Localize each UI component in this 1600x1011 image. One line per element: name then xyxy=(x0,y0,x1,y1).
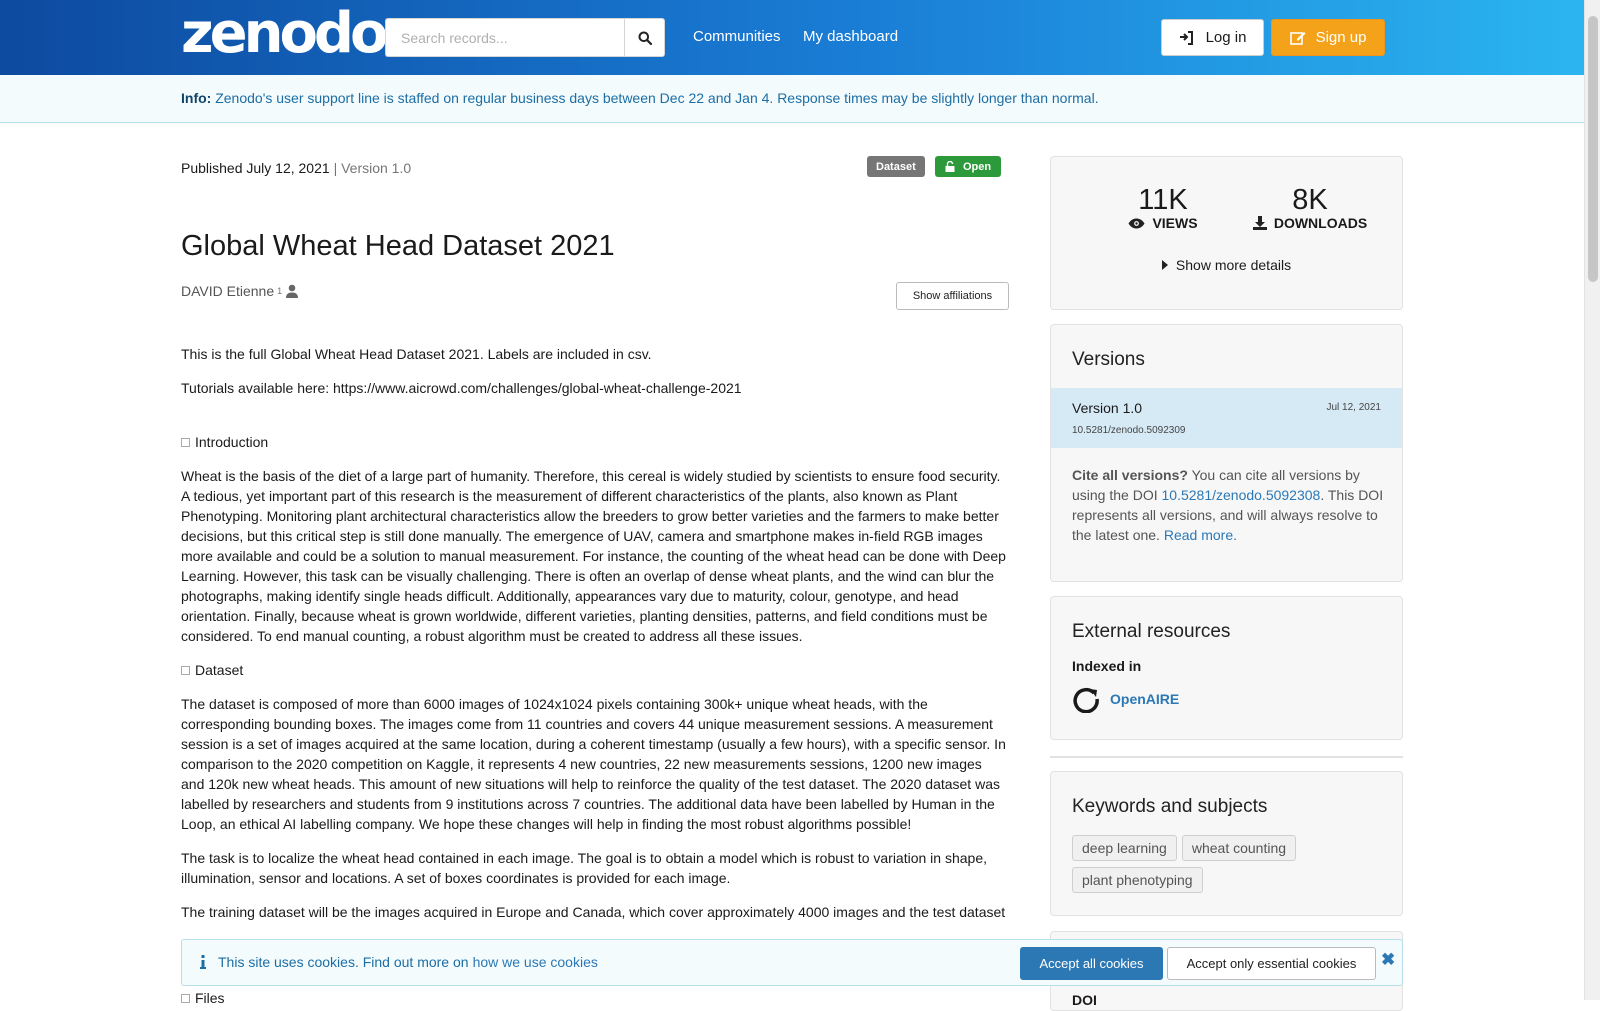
dataset-heading xyxy=(181,660,1009,680)
eye-icon xyxy=(1128,218,1145,229)
show-more-details[interactable] xyxy=(1051,257,1402,273)
info-text: Zenodo's user support line is staffed on regular business days between Dec 22 and Jan 4. Response times may be slightly longer than normal. xyxy=(215,90,1099,106)
sign-in-icon xyxy=(1179,31,1194,45)
concept-doi-link[interactable]: 10.5281/zenodo.5092308 xyxy=(1161,487,1321,503)
access-label: Open xyxy=(963,160,992,173)
caret-right-icon xyxy=(1162,260,1168,270)
search-icon xyxy=(638,31,652,45)
accept-essential-cookies-button[interactable]: Accept only essential cookies xyxy=(1167,947,1376,980)
cookie-policy-link[interactable]: how we use cookies xyxy=(472,954,598,970)
download-icon xyxy=(1253,216,1267,230)
creator[interactable] xyxy=(181,283,299,299)
views-count: 11K xyxy=(1138,184,1188,216)
stats-panel xyxy=(1050,156,1403,310)
close-icon[interactable]: ✖ xyxy=(1381,950,1396,969)
info-message xyxy=(181,90,1099,106)
task-text: The task is to localize the wheat head contained in each image. The goal is to obtain a model which is robust to variation in shape, illumination, sensor and locations. A set of boxes coordinates is provided for each image. xyxy=(181,850,987,886)
cite-all-versions xyxy=(1072,465,1384,545)
search-input[interactable] xyxy=(385,18,624,57)
cite-question: Cite all versions? xyxy=(1072,467,1188,483)
page-scrollbar[interactable] xyxy=(1584,0,1600,1000)
cite-intro: You can cite all versions by using the DOI xyxy=(1072,467,1360,503)
scrollbar-thumb[interactable] xyxy=(1588,16,1598,282)
resource-type-badge: Dataset xyxy=(867,156,925,177)
record-description xyxy=(181,344,1009,936)
version-item[interactable] xyxy=(1051,388,1402,448)
search-bar xyxy=(385,18,665,57)
openaire-label[interactable]: OpenAIRE xyxy=(1110,691,1180,707)
keyword-tag[interactable]: wheat counting xyxy=(1182,835,1296,861)
section-marker-icon xyxy=(181,666,190,675)
versions-panel xyxy=(1050,324,1403,582)
views-label-row xyxy=(1113,215,1213,231)
keywords-title: Keywords and subjects xyxy=(1072,796,1268,817)
search-button[interactable] xyxy=(624,18,665,57)
login-button[interactable] xyxy=(1161,19,1264,56)
cookie-banner xyxy=(181,939,1403,986)
downloads-label: DOWNLOADS xyxy=(1273,215,1368,231)
top-header xyxy=(0,0,1584,75)
doi-label: DOI xyxy=(1072,992,1097,1008)
unlock-icon xyxy=(945,161,955,172)
info-icon xyxy=(200,955,206,969)
record-title: Global Wheat Head Dataset 2021 xyxy=(181,230,615,262)
dataset-heading-label: Dataset xyxy=(195,662,244,678)
version-doi: 10.5281/zenodo.5092309 xyxy=(1072,425,1186,436)
creator-affiliation-ref: 1 xyxy=(277,286,283,296)
edit-icon xyxy=(1290,30,1306,45)
introduction-text: Wheat is the basis of the diet of a large part of humanity. Therefore, this cereal is widely studied by scientists to ensure food security. A tedious, yet important part of this research is the measurement of different characteristics of the plants, also known as Plant Phenotyping. Monitoring plant architectural characteristics allow the breeders to grow better varieties and the farmers to make better decisions, but this critical step is still done manually. The emergence of UAV, camera and smartphone makes in-field RGB images more available and could be a solution to manual measurement. For instance, the counting of the wheat head can be done with Deep Learning. However, this task can be visually challenging. There is often an overlap of dense wheat plants, and the wind can blur the photographs, making identify single heads difficult. Additionally, appearances vary due to maturity, colour, genotype, and head orientation. Finally, because wheat is grown worldwide, different varieties, planting densities, patterns, and field conditions must be considered. To end manual counting, a robust algorithm must be created to address all these issues. xyxy=(181,468,1006,644)
views-label: VIEWS xyxy=(1152,215,1198,231)
nav-communities[interactable]: Communities xyxy=(693,28,781,45)
show-affiliations-button[interactable]: Show affiliations xyxy=(896,282,1009,310)
indexed-in-label: Indexed in xyxy=(1072,658,1142,674)
introduction-heading xyxy=(181,432,1009,452)
access-badge xyxy=(935,156,1001,177)
training-text: The training dataset will be the images acquired in Europe and Canada, which cover approximately 4000 images and the test dataset xyxy=(181,904,1006,920)
tutorial-paragraph: Tutorials available here: https://www.aicrowd.com/challenges/global-wheat-challenge-2021 xyxy=(181,380,742,396)
external-resources-panel xyxy=(1050,596,1403,740)
versions-title: Versions xyxy=(1072,349,1145,370)
keyword-tag[interactable]: deep learning xyxy=(1072,835,1177,861)
info-banner xyxy=(0,75,1584,123)
section-marker-icon xyxy=(181,438,190,447)
signup-label: Sign up xyxy=(1315,29,1367,46)
openaire-link[interactable] xyxy=(1072,685,1179,713)
signup-button[interactable] xyxy=(1271,19,1385,56)
login-label: Log in xyxy=(1205,29,1247,46)
version-date: Jul 12, 2021 xyxy=(1326,402,1381,413)
info-label: Info: xyxy=(181,90,212,106)
zenodo-logo[interactable]: zenodo xyxy=(181,1,385,66)
creator-name[interactable]: DAVID Etienne xyxy=(181,283,275,299)
external-resources-title: External resources xyxy=(1072,621,1231,642)
downloads-label-row xyxy=(1247,215,1373,231)
files-heading xyxy=(181,990,225,1006)
version-name[interactable]: Version 1.0 xyxy=(1072,400,1143,416)
files-heading-label: Files xyxy=(195,990,225,1006)
cite-explanation: . This DOI represents all versions, and will always resolve to the latest one. xyxy=(1072,487,1384,543)
keyword-tag[interactable]: plant phenotyping xyxy=(1072,867,1203,893)
downloads-count: 8K xyxy=(1292,184,1328,216)
description-paragraph: This is the full Global Wheat Head Dataset 2021. Labels are included in csv. xyxy=(181,346,652,362)
cookie-text: This site uses cookies. Find out more on xyxy=(218,954,469,970)
user-icon xyxy=(285,284,299,298)
read-more-link[interactable]: Read more. xyxy=(1163,527,1237,543)
nav-my-dashboard[interactable]: My dashboard xyxy=(803,28,899,45)
views-stat xyxy=(1113,185,1213,231)
sidebar-divider xyxy=(1050,756,1403,758)
dataset-text: The dataset is composed of more than 6000 images of 1024x1024 pixels containing 300k+ unique wheat heads, with the corresponding bounding boxes. The images come from 11 countries and covers 44 unique measurement sessions. A measurement session is a set of images acquired at the same location, during a coherent timestamp (usually a few hours), with a specific sensor. In comparison to the 2020 competition on Kaggle, it represents 4 new countries, 22 new measurements sessions, 1200 new images and 120k new wheat heads. This amount of new situations will help to reinforce the quality of the test dataset. The 2020 dataset was labelled by researchers and students from 9 institutions across 7 countries. The additional data have been labelled by Human in the Loop, an ethical AI labelling company. We hope these changes will help in finding the most robust algorithms possible! xyxy=(181,696,1006,832)
accept-all-cookies-button[interactable]: Accept all cookies xyxy=(1020,947,1163,980)
introduction-heading-label: Introduction xyxy=(195,434,269,450)
cookie-message xyxy=(200,954,598,970)
keyword-list xyxy=(1072,835,1392,893)
published-date: Published July 12, 2021 xyxy=(181,160,330,176)
version-label: | Version 1.0 xyxy=(333,160,412,176)
openaire-icon xyxy=(1072,685,1100,713)
keywords-panel xyxy=(1050,771,1403,916)
publication-meta xyxy=(181,160,411,176)
section-marker-icon xyxy=(181,994,190,1003)
show-more-label: Show more details xyxy=(1175,257,1292,273)
downloads-stat xyxy=(1247,185,1373,231)
